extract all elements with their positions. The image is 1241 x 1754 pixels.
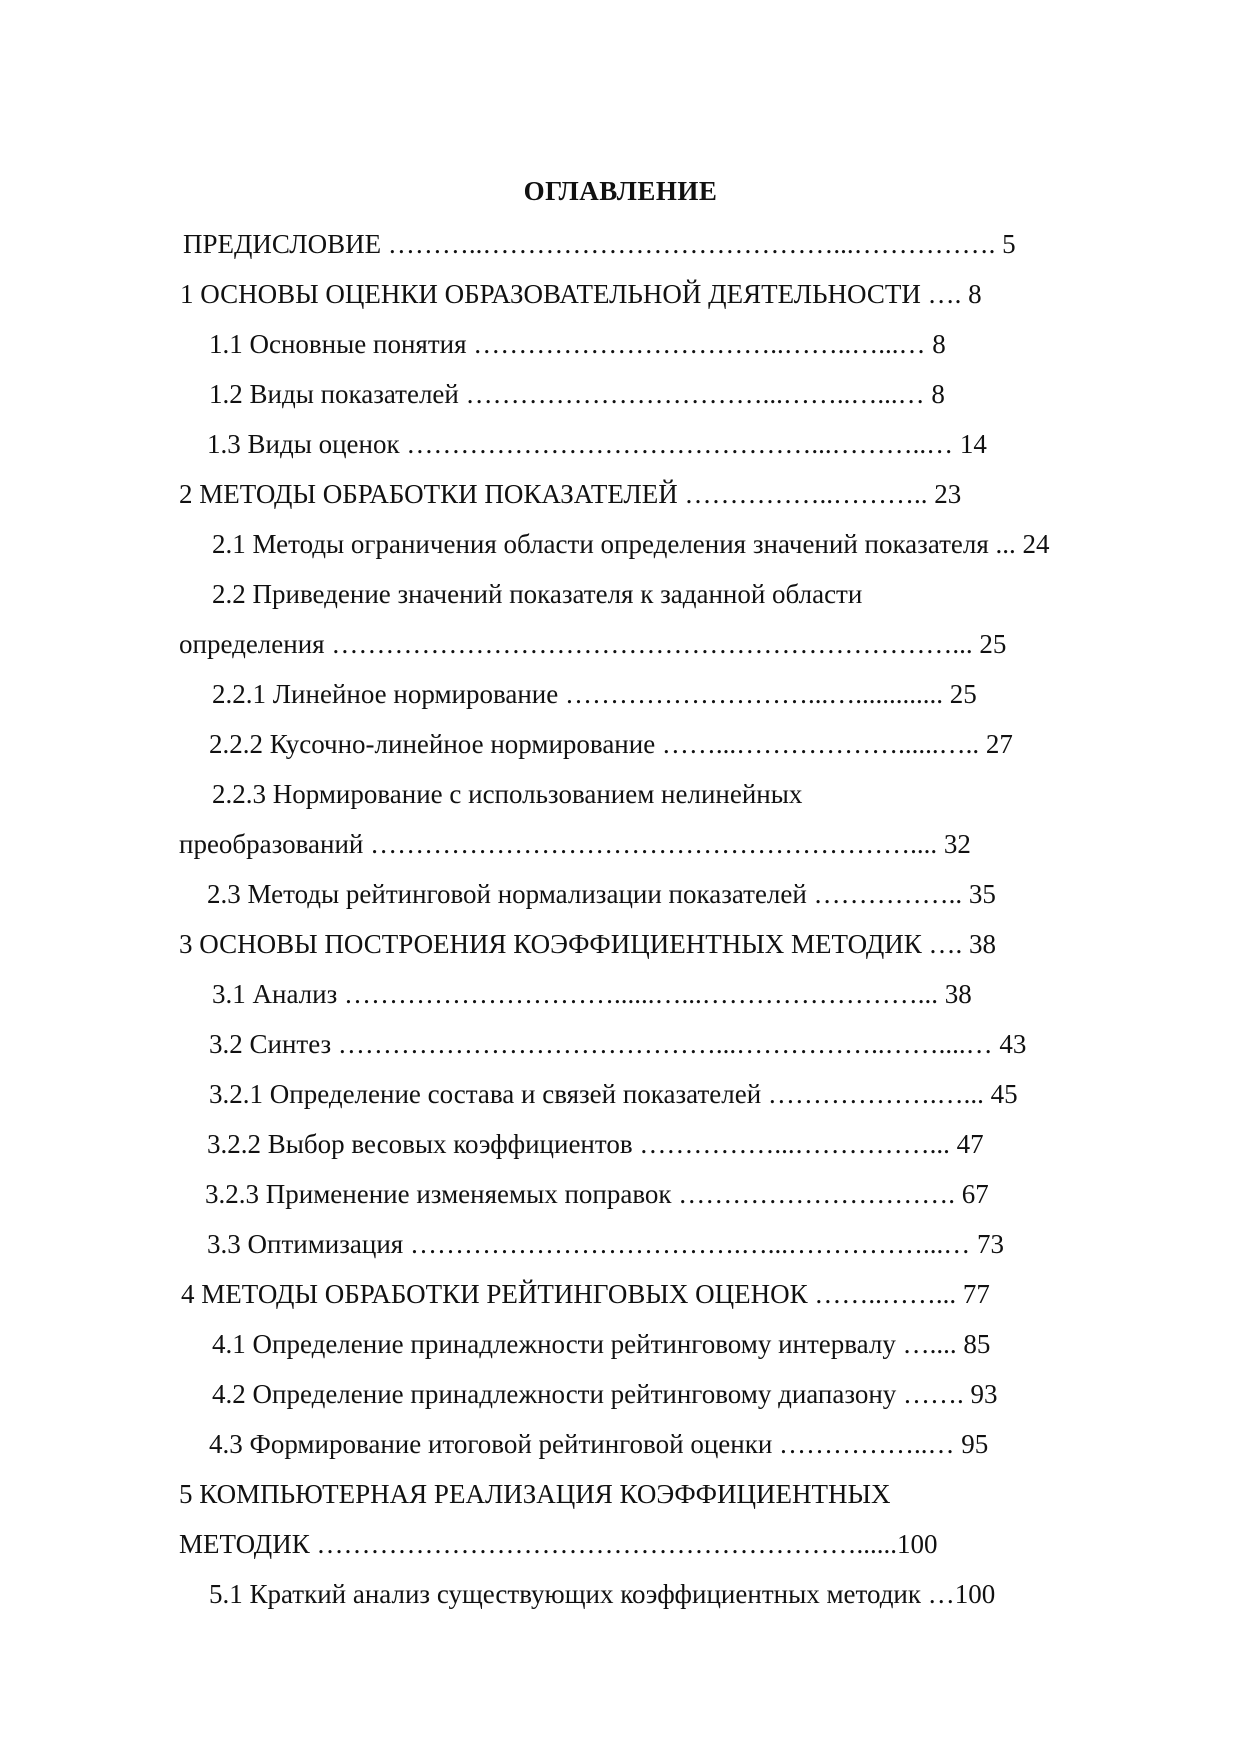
toc-entry-5-1[interactable]: 5.1 Краткий анализ существующих коэффициентных методик …100 [209, 1579, 996, 1609]
toc-entry-4-3[interactable]: 4.3 Формирование итоговой рейтинговой оценки ……………..… 95 [209, 1429, 989, 1459]
toc-entry-2-2-1[interactable]: 2.2.1 Линейное нормирование ………………………...…............. 25 [212, 679, 977, 709]
toc-entry-3-2-3[interactable]: 3.2.3 Применение изменяемых поправок …………………………. 67 [205, 1179, 989, 1209]
toc-entry-2-2-part1[interactable]: 2.2 Приведение значений показателя к заданной области [212, 579, 863, 609]
toc-entry-4-1[interactable]: 4.1 Определение принадлежности рейтинговому интервалу ….... 85 [212, 1329, 991, 1359]
toc-entry-1-3[interactable]: 1.3 Виды оценок ………………………………………...………..… 14 [207, 429, 987, 459]
toc-entry-chapter-3[interactable]: 3 ОСНОВЫ ПОСТРОЕНИЯ КОЭФФИЦИЕНТНЫХ МЕТОДИК …. 38 [179, 929, 997, 959]
toc-title: ОГЛАВЛЕНИЕ [523, 176, 718, 206]
toc-entry-3-2-2[interactable]: 3.2.2 Выбор весовых коэффициентов ……………...……………... 47 [207, 1129, 984, 1159]
toc-entry-2-2-part2[interactable]: определения ……………………………………………………………... 25 [179, 629, 1007, 659]
toc-entry-2-2-3-part2[interactable]: преобразований …………………………………………………….... 32 [179, 829, 971, 859]
toc-entry-chapter-5-part2[interactable]: МЕТОДИК ……………………………………………………......100 [179, 1529, 938, 1559]
toc-entry-1-1[interactable]: 1.1 Основные понятия ……………………………..……..…...… 8 [209, 329, 946, 359]
toc-entry-3-2[interactable]: 3.2 Синтез ……………………………………...……………..……....… 43 [209, 1029, 1027, 1059]
toc-entry-chapter-5-part1[interactable]: 5 КОМПЬЮТЕРНАЯ РЕАЛИЗАЦИЯ КОЭФФИЦИЕНТНЫХ [179, 1479, 891, 1509]
toc-entry-2-2-2[interactable]: 2.2.2 Кусочно-линейное нормирование ……...………………......….. 27 [209, 729, 1013, 759]
toc-entry-chapter-1[interactable]: 1 ОСНОВЫ ОЦЕНКИ ОБРАЗОВАТЕЛЬНОЙ ДЕЯТЕЛЬНОСТИ …. 8 [180, 279, 982, 309]
toc-entry-2-2-3-part1[interactable]: 2.2.3 Нормирование с использованием нелинейных [212, 779, 803, 809]
toc-entry-2-3[interactable]: 2.3 Методы рейтинговой нормализации показателей …………….. 35 [207, 879, 996, 909]
toc-entry-preface[interactable]: ПРЕДИСЛОВИЕ ………..…………………………………...……………. 5 [183, 229, 1016, 259]
toc-entry-1-2[interactable]: 1.2 Виды показателей ……………………………...……..…...… 8 [209, 379, 945, 409]
toc-entry-3-2-1[interactable]: 3.2.1 Определение состава и связей показателей ……………….…... 45 [209, 1079, 1018, 1109]
toc-entry-chapter-4[interactable]: 4 МЕТОДЫ ОБРАБОТКИ РЕЙТИНГОВЫХ ОЦЕНОК ……..……... 77 [181, 1279, 990, 1309]
toc-entry-chapter-2[interactable]: 2 МЕТОДЫ ОБРАБОТКИ ПОКАЗАТЕЛЕЙ ……………..……….. 23 [179, 479, 962, 509]
toc-entry-3-3[interactable]: 3.3 Оптимизация ……………………………….…...……………...… 73 [207, 1229, 1004, 1259]
toc-entry-4-2[interactable]: 4.2 Определение принадлежности рейтинговому диапазону ……. 93 [212, 1379, 998, 1409]
toc-entry-3-1[interactable]: 3.1 Анализ …………………………......…...……………………... 38 [212, 979, 972, 1009]
toc-entry-2-1[interactable]: 2.1 Методы ограничения области определения значений показателя ... 24 [212, 529, 1050, 559]
